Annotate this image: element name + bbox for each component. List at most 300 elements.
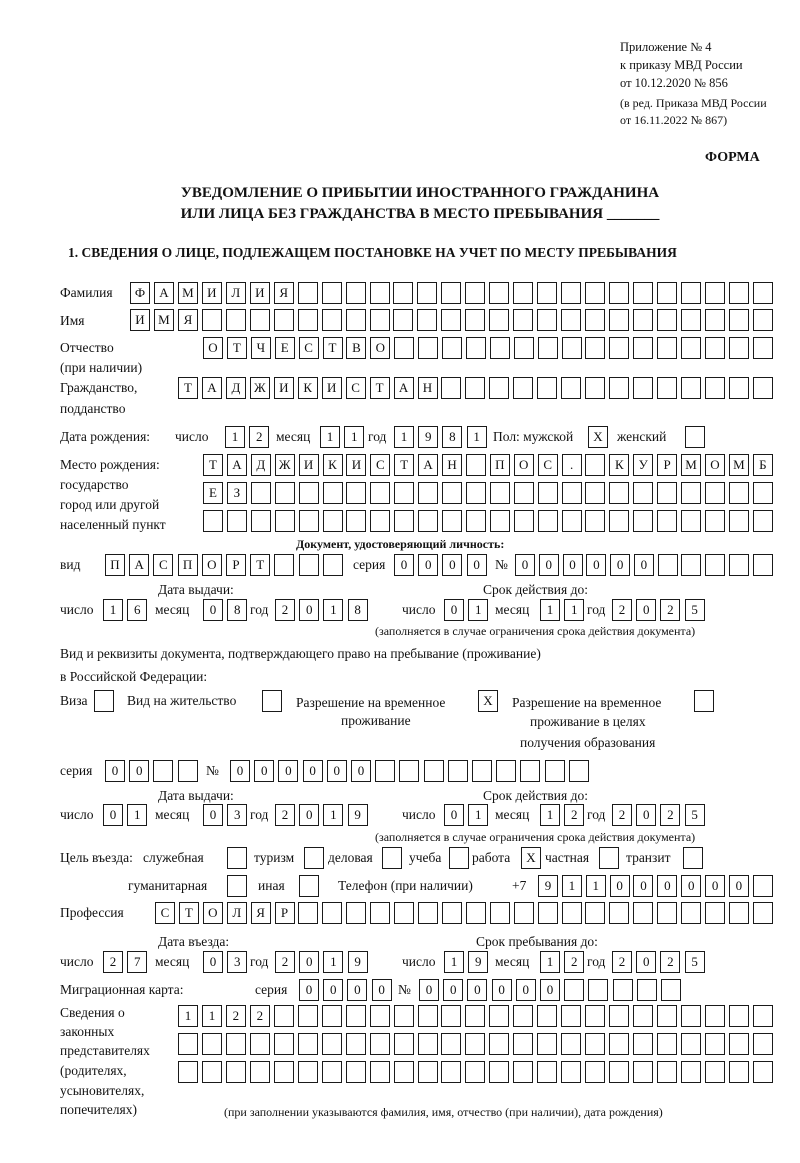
char-box[interactable]: 9 — [348, 804, 368, 826]
char-box[interactable] — [275, 510, 295, 532]
char-box[interactable] — [599, 847, 619, 869]
char-box[interactable]: Ч — [251, 337, 271, 359]
char-box[interactable]: Т — [250, 554, 270, 576]
char-box[interactable] — [657, 902, 677, 924]
char-box[interactable] — [346, 510, 366, 532]
char-box[interactable] — [753, 337, 773, 359]
char-box[interactable] — [681, 554, 701, 576]
char-box[interactable] — [441, 1033, 461, 1055]
char-box[interactable] — [609, 282, 629, 304]
char-box[interactable] — [262, 690, 282, 712]
char-box[interactable]: Я — [251, 902, 271, 924]
char-box[interactable] — [346, 309, 366, 331]
char-box[interactable]: Я — [274, 282, 294, 304]
char-box[interactable] — [370, 1033, 390, 1055]
char-box[interactable] — [466, 482, 486, 504]
char-box[interactable]: И — [250, 282, 270, 304]
char-box[interactable]: 0 — [610, 554, 630, 576]
char-box[interactable] — [545, 760, 565, 782]
char-box[interactable]: 0 — [516, 979, 536, 1001]
char-box[interactable] — [729, 510, 749, 532]
char-box[interactable] — [633, 1061, 653, 1083]
char-box[interactable] — [298, 1033, 318, 1055]
char-box[interactable]: 0 — [586, 554, 606, 576]
char-box[interactable] — [585, 510, 605, 532]
char-box[interactable]: Д — [251, 454, 271, 476]
char-box[interactable] — [585, 309, 605, 331]
char-box[interactable] — [441, 377, 461, 399]
char-box[interactable] — [299, 554, 319, 576]
char-box[interactable] — [394, 1033, 414, 1055]
char-box[interactable]: 0 — [563, 554, 583, 576]
char-box[interactable]: 2 — [660, 804, 680, 826]
char-box[interactable] — [394, 1061, 414, 1083]
char-box[interactable] — [585, 454, 605, 476]
char-box[interactable]: И — [130, 309, 150, 331]
char-box[interactable] — [609, 377, 629, 399]
char-box[interactable] — [513, 282, 533, 304]
char-box[interactable] — [274, 309, 294, 331]
char-box[interactable] — [298, 1005, 318, 1027]
char-box[interactable]: О — [202, 554, 222, 576]
char-box[interactable] — [370, 309, 390, 331]
char-box[interactable] — [418, 902, 438, 924]
char-box[interactable] — [490, 510, 510, 532]
char-box[interactable]: П — [105, 554, 125, 576]
char-box[interactable]: 0 — [657, 875, 677, 897]
char-box[interactable] — [472, 760, 492, 782]
char-box[interactable] — [424, 760, 444, 782]
char-box[interactable]: 1 — [562, 875, 582, 897]
char-box[interactable] — [449, 847, 469, 869]
char-box[interactable] — [322, 1061, 342, 1083]
char-box[interactable] — [465, 309, 485, 331]
char-box[interactable] — [633, 1033, 653, 1055]
char-box[interactable] — [202, 1033, 222, 1055]
char-box[interactable] — [520, 760, 540, 782]
char-box[interactable]: 0 — [203, 599, 223, 621]
char-box[interactable] — [322, 282, 342, 304]
char-box[interactable]: С — [299, 337, 319, 359]
char-box[interactable]: 0 — [299, 599, 319, 621]
char-box[interactable] — [274, 1005, 294, 1027]
char-box[interactable]: X — [521, 847, 541, 869]
char-box[interactable] — [417, 309, 437, 331]
char-box[interactable]: Е — [203, 482, 223, 504]
char-box[interactable]: 5 — [685, 951, 705, 973]
char-box[interactable] — [705, 1005, 725, 1027]
char-box[interactable]: 2 — [564, 951, 584, 973]
char-box[interactable] — [683, 847, 703, 869]
char-box[interactable]: Р — [226, 554, 246, 576]
char-box[interactable] — [466, 337, 486, 359]
char-box[interactable] — [633, 309, 653, 331]
char-box[interactable]: 1 — [323, 599, 343, 621]
char-box[interactable] — [609, 1033, 629, 1055]
char-box[interactable] — [323, 510, 343, 532]
char-box[interactable] — [753, 377, 773, 399]
char-box[interactable]: 1 — [540, 804, 560, 826]
char-box[interactable]: 0 — [636, 599, 656, 621]
char-box[interactable] — [394, 510, 414, 532]
char-box[interactable] — [178, 760, 198, 782]
char-box[interactable]: 2 — [612, 804, 632, 826]
char-box[interactable] — [633, 482, 653, 504]
char-box[interactable]: М — [729, 454, 749, 476]
char-box[interactable]: 1 — [467, 426, 487, 448]
char-box[interactable] — [609, 902, 629, 924]
char-box[interactable]: 0 — [230, 760, 250, 782]
char-box[interactable]: 5 — [685, 599, 705, 621]
char-box[interactable]: О — [203, 337, 223, 359]
char-box[interactable] — [465, 377, 485, 399]
char-box[interactable]: Ф — [130, 282, 150, 304]
char-box[interactable] — [489, 1033, 509, 1055]
char-box[interactable]: Ж — [275, 454, 295, 476]
char-box[interactable]: 1 — [127, 804, 147, 826]
char-box[interactable] — [705, 377, 725, 399]
char-box[interactable] — [514, 902, 534, 924]
char-box[interactable] — [561, 1061, 581, 1083]
char-box[interactable] — [442, 510, 462, 532]
char-box[interactable] — [588, 979, 608, 1001]
char-box[interactable]: Т — [370, 377, 390, 399]
char-box[interactable]: 2 — [612, 951, 632, 973]
char-box[interactable]: Т — [227, 337, 247, 359]
char-box[interactable] — [226, 309, 246, 331]
char-box[interactable]: О — [514, 454, 534, 476]
char-box[interactable] — [538, 337, 558, 359]
char-box[interactable] — [274, 554, 294, 576]
char-box[interactable] — [489, 377, 509, 399]
char-box[interactable]: Р — [657, 454, 677, 476]
char-box[interactable]: . — [562, 454, 582, 476]
char-box[interactable] — [729, 337, 749, 359]
char-box[interactable]: 0 — [442, 554, 462, 576]
char-box[interactable]: И — [202, 282, 222, 304]
char-box[interactable]: А — [154, 282, 174, 304]
char-box[interactable]: Т — [394, 454, 414, 476]
char-box[interactable] — [657, 482, 677, 504]
char-box[interactable]: П — [178, 554, 198, 576]
char-box[interactable] — [609, 337, 629, 359]
char-box[interactable]: 1 — [468, 804, 488, 826]
char-box[interactable]: 0 — [418, 554, 438, 576]
char-box[interactable] — [753, 1061, 773, 1083]
char-box[interactable] — [753, 510, 773, 532]
char-box[interactable] — [681, 1061, 701, 1083]
char-box[interactable] — [466, 902, 486, 924]
char-box[interactable] — [346, 482, 366, 504]
char-box[interactable] — [418, 337, 438, 359]
char-box[interactable] — [681, 377, 701, 399]
char-box[interactable]: 0 — [729, 875, 749, 897]
char-box[interactable] — [538, 482, 558, 504]
char-box[interactable]: 0 — [467, 979, 487, 1001]
char-box[interactable] — [375, 760, 395, 782]
char-box[interactable] — [705, 1033, 725, 1055]
char-box[interactable] — [661, 979, 681, 1001]
char-box[interactable] — [681, 902, 701, 924]
char-box[interactable] — [753, 554, 773, 576]
char-box[interactable]: В — [346, 337, 366, 359]
char-box[interactable] — [489, 282, 509, 304]
char-box[interactable] — [304, 847, 324, 869]
char-box[interactable] — [538, 902, 558, 924]
char-box[interactable] — [394, 337, 414, 359]
char-box[interactable]: 1 — [468, 599, 488, 621]
char-box[interactable]: 0 — [443, 979, 463, 1001]
char-box[interactable] — [561, 1033, 581, 1055]
char-box[interactable]: 1 — [323, 804, 343, 826]
char-box[interactable]: 7 — [127, 951, 147, 973]
char-box[interactable] — [227, 847, 247, 869]
char-box[interactable] — [370, 902, 390, 924]
char-box[interactable]: И — [299, 454, 319, 476]
char-box[interactable] — [562, 902, 582, 924]
char-box[interactable] — [251, 510, 271, 532]
char-box[interactable] — [323, 482, 343, 504]
char-box[interactable] — [322, 902, 342, 924]
char-box[interactable]: 1 — [564, 599, 584, 621]
char-box[interactable]: 3 — [227, 804, 247, 826]
char-box[interactable]: X — [478, 690, 498, 712]
char-box[interactable] — [298, 902, 318, 924]
char-box[interactable] — [94, 690, 114, 712]
char-box[interactable] — [346, 1033, 366, 1055]
char-box[interactable] — [251, 482, 271, 504]
char-box[interactable]: З — [227, 482, 247, 504]
char-box[interactable]: 2 — [564, 804, 584, 826]
char-box[interactable]: 8 — [348, 599, 368, 621]
char-box[interactable] — [753, 902, 773, 924]
char-box[interactable] — [705, 1061, 725, 1083]
char-box[interactable] — [613, 979, 633, 1001]
char-box[interactable] — [370, 282, 390, 304]
char-box[interactable]: 0 — [444, 599, 464, 621]
char-box[interactable]: С — [370, 454, 390, 476]
char-box[interactable] — [322, 309, 342, 331]
char-box[interactable] — [274, 1033, 294, 1055]
char-box[interactable] — [298, 282, 318, 304]
char-box[interactable]: М — [154, 309, 174, 331]
char-box[interactable]: А — [394, 377, 414, 399]
char-box[interactable] — [465, 1061, 485, 1083]
char-box[interactable]: 0 — [634, 554, 654, 576]
char-box[interactable] — [496, 760, 516, 782]
char-box[interactable]: 0 — [467, 554, 487, 576]
char-box[interactable]: 1 — [444, 951, 464, 973]
char-box[interactable]: С — [155, 902, 175, 924]
char-box[interactable]: 0 — [419, 979, 439, 1001]
char-box[interactable]: 2 — [612, 599, 632, 621]
char-box[interactable] — [729, 1061, 749, 1083]
char-box[interactable]: 6 — [127, 599, 147, 621]
char-box[interactable]: 8 — [227, 599, 247, 621]
char-box[interactable]: Т — [323, 337, 343, 359]
char-box[interactable]: 0 — [636, 951, 656, 973]
char-box[interactable] — [466, 454, 486, 476]
char-box[interactable] — [633, 282, 653, 304]
char-box[interactable]: 0 — [129, 760, 149, 782]
char-box[interactable]: К — [298, 377, 318, 399]
char-box[interactable]: 0 — [254, 760, 274, 782]
char-box[interactable] — [729, 1005, 749, 1027]
char-box[interactable] — [370, 510, 390, 532]
char-box[interactable]: 0 — [278, 760, 298, 782]
char-box[interactable] — [753, 875, 773, 897]
char-box[interactable]: 0 — [203, 804, 223, 826]
char-box[interactable] — [729, 902, 749, 924]
char-box[interactable] — [637, 979, 657, 1001]
char-box[interactable]: П — [490, 454, 510, 476]
char-box[interactable]: 0 — [105, 760, 125, 782]
char-box[interactable] — [681, 510, 701, 532]
char-box[interactable] — [394, 1005, 414, 1027]
char-box[interactable] — [657, 282, 677, 304]
char-box[interactable] — [729, 377, 749, 399]
char-box[interactable] — [585, 1061, 605, 1083]
char-box[interactable] — [465, 1005, 485, 1027]
char-box[interactable]: 2 — [660, 951, 680, 973]
char-box[interactable] — [657, 309, 677, 331]
char-box[interactable]: Т — [179, 902, 199, 924]
char-box[interactable]: 5 — [685, 804, 705, 826]
char-box[interactable] — [609, 1061, 629, 1083]
char-box[interactable] — [753, 482, 773, 504]
char-box[interactable] — [561, 1005, 581, 1027]
char-box[interactable] — [178, 1061, 198, 1083]
char-box[interactable] — [585, 377, 605, 399]
char-box[interactable]: 3 — [227, 951, 247, 973]
char-box[interactable]: 2 — [103, 951, 123, 973]
char-box[interactable] — [729, 1033, 749, 1055]
char-box[interactable]: 0 — [303, 760, 323, 782]
char-box[interactable] — [657, 1061, 677, 1083]
char-box[interactable] — [705, 282, 725, 304]
char-box[interactable]: 1 — [540, 951, 560, 973]
char-box[interactable] — [418, 1033, 438, 1055]
char-box[interactable]: К — [609, 454, 629, 476]
char-box[interactable]: 0 — [372, 979, 392, 1001]
char-box[interactable]: 0 — [633, 875, 653, 897]
char-box[interactable] — [417, 282, 437, 304]
char-box[interactable] — [564, 979, 584, 1001]
char-box[interactable] — [441, 309, 461, 331]
char-box[interactable] — [633, 377, 653, 399]
char-box[interactable]: 0 — [327, 760, 347, 782]
char-box[interactable]: 1 — [323, 951, 343, 973]
char-box[interactable] — [514, 482, 534, 504]
char-box[interactable]: 1 — [320, 426, 340, 448]
char-box[interactable]: С — [538, 454, 558, 476]
char-box[interactable]: 9 — [348, 951, 368, 973]
char-box[interactable] — [705, 554, 725, 576]
char-box[interactable] — [382, 847, 402, 869]
char-box[interactable]: 1 — [225, 426, 245, 448]
char-box[interactable]: Н — [418, 377, 438, 399]
char-box[interactable] — [537, 309, 557, 331]
char-box[interactable]: 2 — [275, 804, 295, 826]
char-box[interactable] — [226, 1061, 246, 1083]
char-box[interactable]: 0 — [540, 979, 560, 1001]
char-box[interactable]: Р — [275, 902, 295, 924]
char-box[interactable] — [753, 282, 773, 304]
char-box[interactable]: А — [129, 554, 149, 576]
char-box[interactable]: М — [178, 282, 198, 304]
char-box[interactable] — [562, 510, 582, 532]
char-box[interactable] — [729, 554, 749, 576]
char-box[interactable]: 0 — [347, 979, 367, 1001]
char-box[interactable]: 1 — [586, 875, 606, 897]
char-box[interactable] — [513, 309, 533, 331]
char-box[interactable] — [153, 760, 173, 782]
char-box[interactable] — [705, 309, 725, 331]
char-box[interactable]: О — [705, 454, 725, 476]
char-box[interactable]: 9 — [538, 875, 558, 897]
char-box[interactable] — [694, 690, 714, 712]
char-box[interactable] — [203, 510, 223, 532]
char-box[interactable]: 0 — [299, 951, 319, 973]
char-box[interactable] — [657, 1033, 677, 1055]
char-box[interactable] — [448, 760, 468, 782]
char-box[interactable]: 1 — [540, 599, 560, 621]
char-box[interactable] — [681, 482, 701, 504]
char-box[interactable] — [489, 1005, 509, 1027]
char-box[interactable] — [490, 337, 510, 359]
char-box[interactable]: К — [323, 454, 343, 476]
char-box[interactable]: Д — [226, 377, 246, 399]
char-box[interactable] — [346, 902, 366, 924]
char-box[interactable] — [657, 337, 677, 359]
char-box[interactable] — [490, 482, 510, 504]
char-box[interactable] — [299, 875, 319, 897]
char-box[interactable]: 0 — [681, 875, 701, 897]
char-box[interactable]: 2 — [226, 1005, 246, 1027]
char-box[interactable] — [275, 482, 295, 504]
char-box[interactable] — [346, 1005, 366, 1027]
char-box[interactable] — [585, 902, 605, 924]
char-box[interactable]: 0 — [705, 875, 725, 897]
char-box[interactable] — [299, 482, 319, 504]
char-box[interactable] — [681, 282, 701, 304]
char-box[interactable] — [299, 510, 319, 532]
char-box[interactable] — [609, 1005, 629, 1027]
char-box[interactable] — [513, 1061, 533, 1083]
char-box[interactable] — [705, 482, 725, 504]
char-box[interactable] — [753, 1033, 773, 1055]
char-box[interactable] — [609, 482, 629, 504]
char-box[interactable] — [753, 1005, 773, 1027]
char-box[interactable] — [537, 282, 557, 304]
char-box[interactable]: И — [346, 454, 366, 476]
char-box[interactable] — [274, 1061, 294, 1083]
char-box[interactable]: 0 — [636, 804, 656, 826]
char-box[interactable] — [227, 875, 247, 897]
char-box[interactable] — [298, 1061, 318, 1083]
char-box[interactable] — [513, 1033, 533, 1055]
char-box[interactable] — [490, 902, 510, 924]
char-box[interactable] — [178, 1033, 198, 1055]
char-box[interactable] — [681, 1005, 701, 1027]
char-box[interactable] — [370, 1061, 390, 1083]
char-box[interactable] — [658, 554, 678, 576]
char-box[interactable]: С — [153, 554, 173, 576]
char-box[interactable]: 2 — [250, 1005, 270, 1027]
char-box[interactable] — [537, 1061, 557, 1083]
char-box[interactable] — [562, 482, 582, 504]
char-box[interactable]: 0 — [515, 554, 535, 576]
